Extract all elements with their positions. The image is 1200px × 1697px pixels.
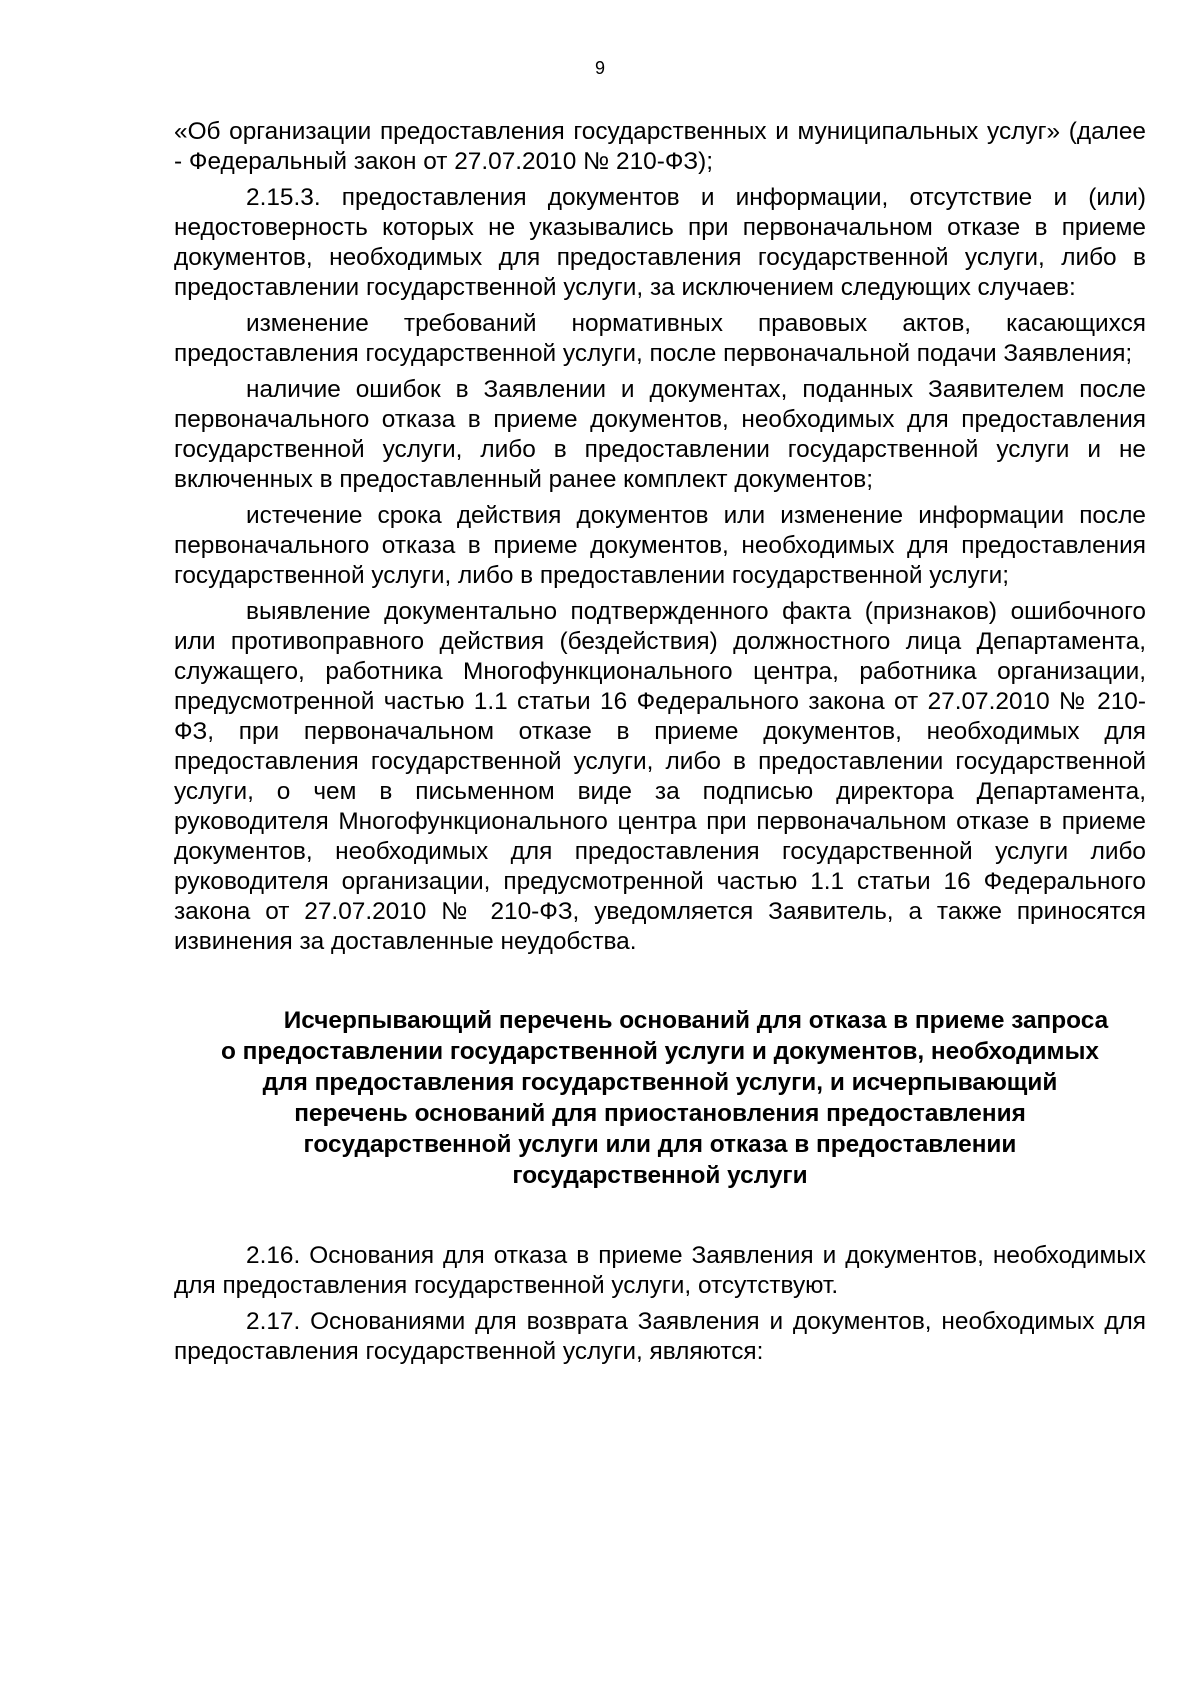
section-heading-line: государственной услуги (512, 1162, 808, 1189)
paragraph-law-reference: «Об организации предоставления государственных и муниципальных услуг» (далее - Федеральный закон от 27.07.2010 № 210-ФЗ); (174, 118, 1146, 175)
paragraph-2-17: 2.17. Основаниями для возврата Заявления и документов, необходимых для предоставления государственной услуги, являются: (174, 1308, 1146, 1365)
paragraph-exception-misconduct: выявление документально подтвержденного факта (признаков) ошибочного или противоправного действия (бездействия) должностного лица Департамента, служащего, работника Многофункционального центра, работника организации, предусмотренной частью 1.1 статьи 16 Федерального закона от 27.07.2010 № 210-ФЗ, при первоначальном отказе в приеме документов, необходимых для предоставления государственной услуги, либо в предоставлении государственной услуги, о чем в письменном виде за подписью директора Департамента, руководителя Многофункционального центра при первоначальном отказе в приеме документов, необходимых для предоставления государственной услуги либо руководителя организации, предусмотренной частью 1.1 статьи 16 Федерального закона от 27.07.2010 № 210-ФЗ, уведомляется Заявитель, а также приносятся извинения за доставленные неудобства. (174, 598, 1146, 955)
paragraph-exception-errors: наличие ошибок в Заявлении и документах, поданных Заявителем после первоначального отказа в приеме документов, необходимых для предоставления государственной услуги, либо в предоставлении государственной услуги и не включенных в предоставленный ранее комплект документов; (174, 376, 1146, 493)
section-heading-line: Исчерпывающий перечень оснований для отказа в приеме запроса (283, 1007, 1109, 1034)
paragraph-exception-expiry: истечение срока действия документов или изменение информации после первоначального отказа в приеме документов, необходимых для предоставления государственной услуги, либо в предоставлении государственной услуги; (174, 502, 1146, 589)
paragraph-exception-requirements-change: изменение требований нормативных правовых актов, касающихся предоставления государственной услуги, после первоначальной подачи Заявления; (174, 310, 1146, 367)
section-heading (174, 1005, 1146, 1191)
section-heading-line: для предоставления государственной услуги, и исчерпывающий (262, 1069, 1058, 1096)
section-heading-line: о предоставлении государственной услуги и документов, необходимых (221, 1038, 1099, 1065)
paragraph-2-15-3: 2.15.3. предоставления документов и информации, отсутствие и (или) недостоверность которых не указывались при первоначальном отказе в приеме документов, необходимых для предоставления государственной услуги, либо в предоставлении государственной услуги, за исключением следующих случаев: (174, 184, 1146, 301)
document-body (174, 117, 1146, 1373)
section-heading-line: перечень оснований для приостановления предоставления (294, 1100, 1026, 1127)
page-number: 9 (594, 58, 605, 78)
paragraph-2-16: 2.16. Основания для отказа в приеме Заявления и документов, необходимых для предоставления государственной услуги, отсутствуют. (174, 1242, 1146, 1299)
section-heading-line: государственной услуги или для отказа в предоставлении (303, 1131, 1017, 1158)
